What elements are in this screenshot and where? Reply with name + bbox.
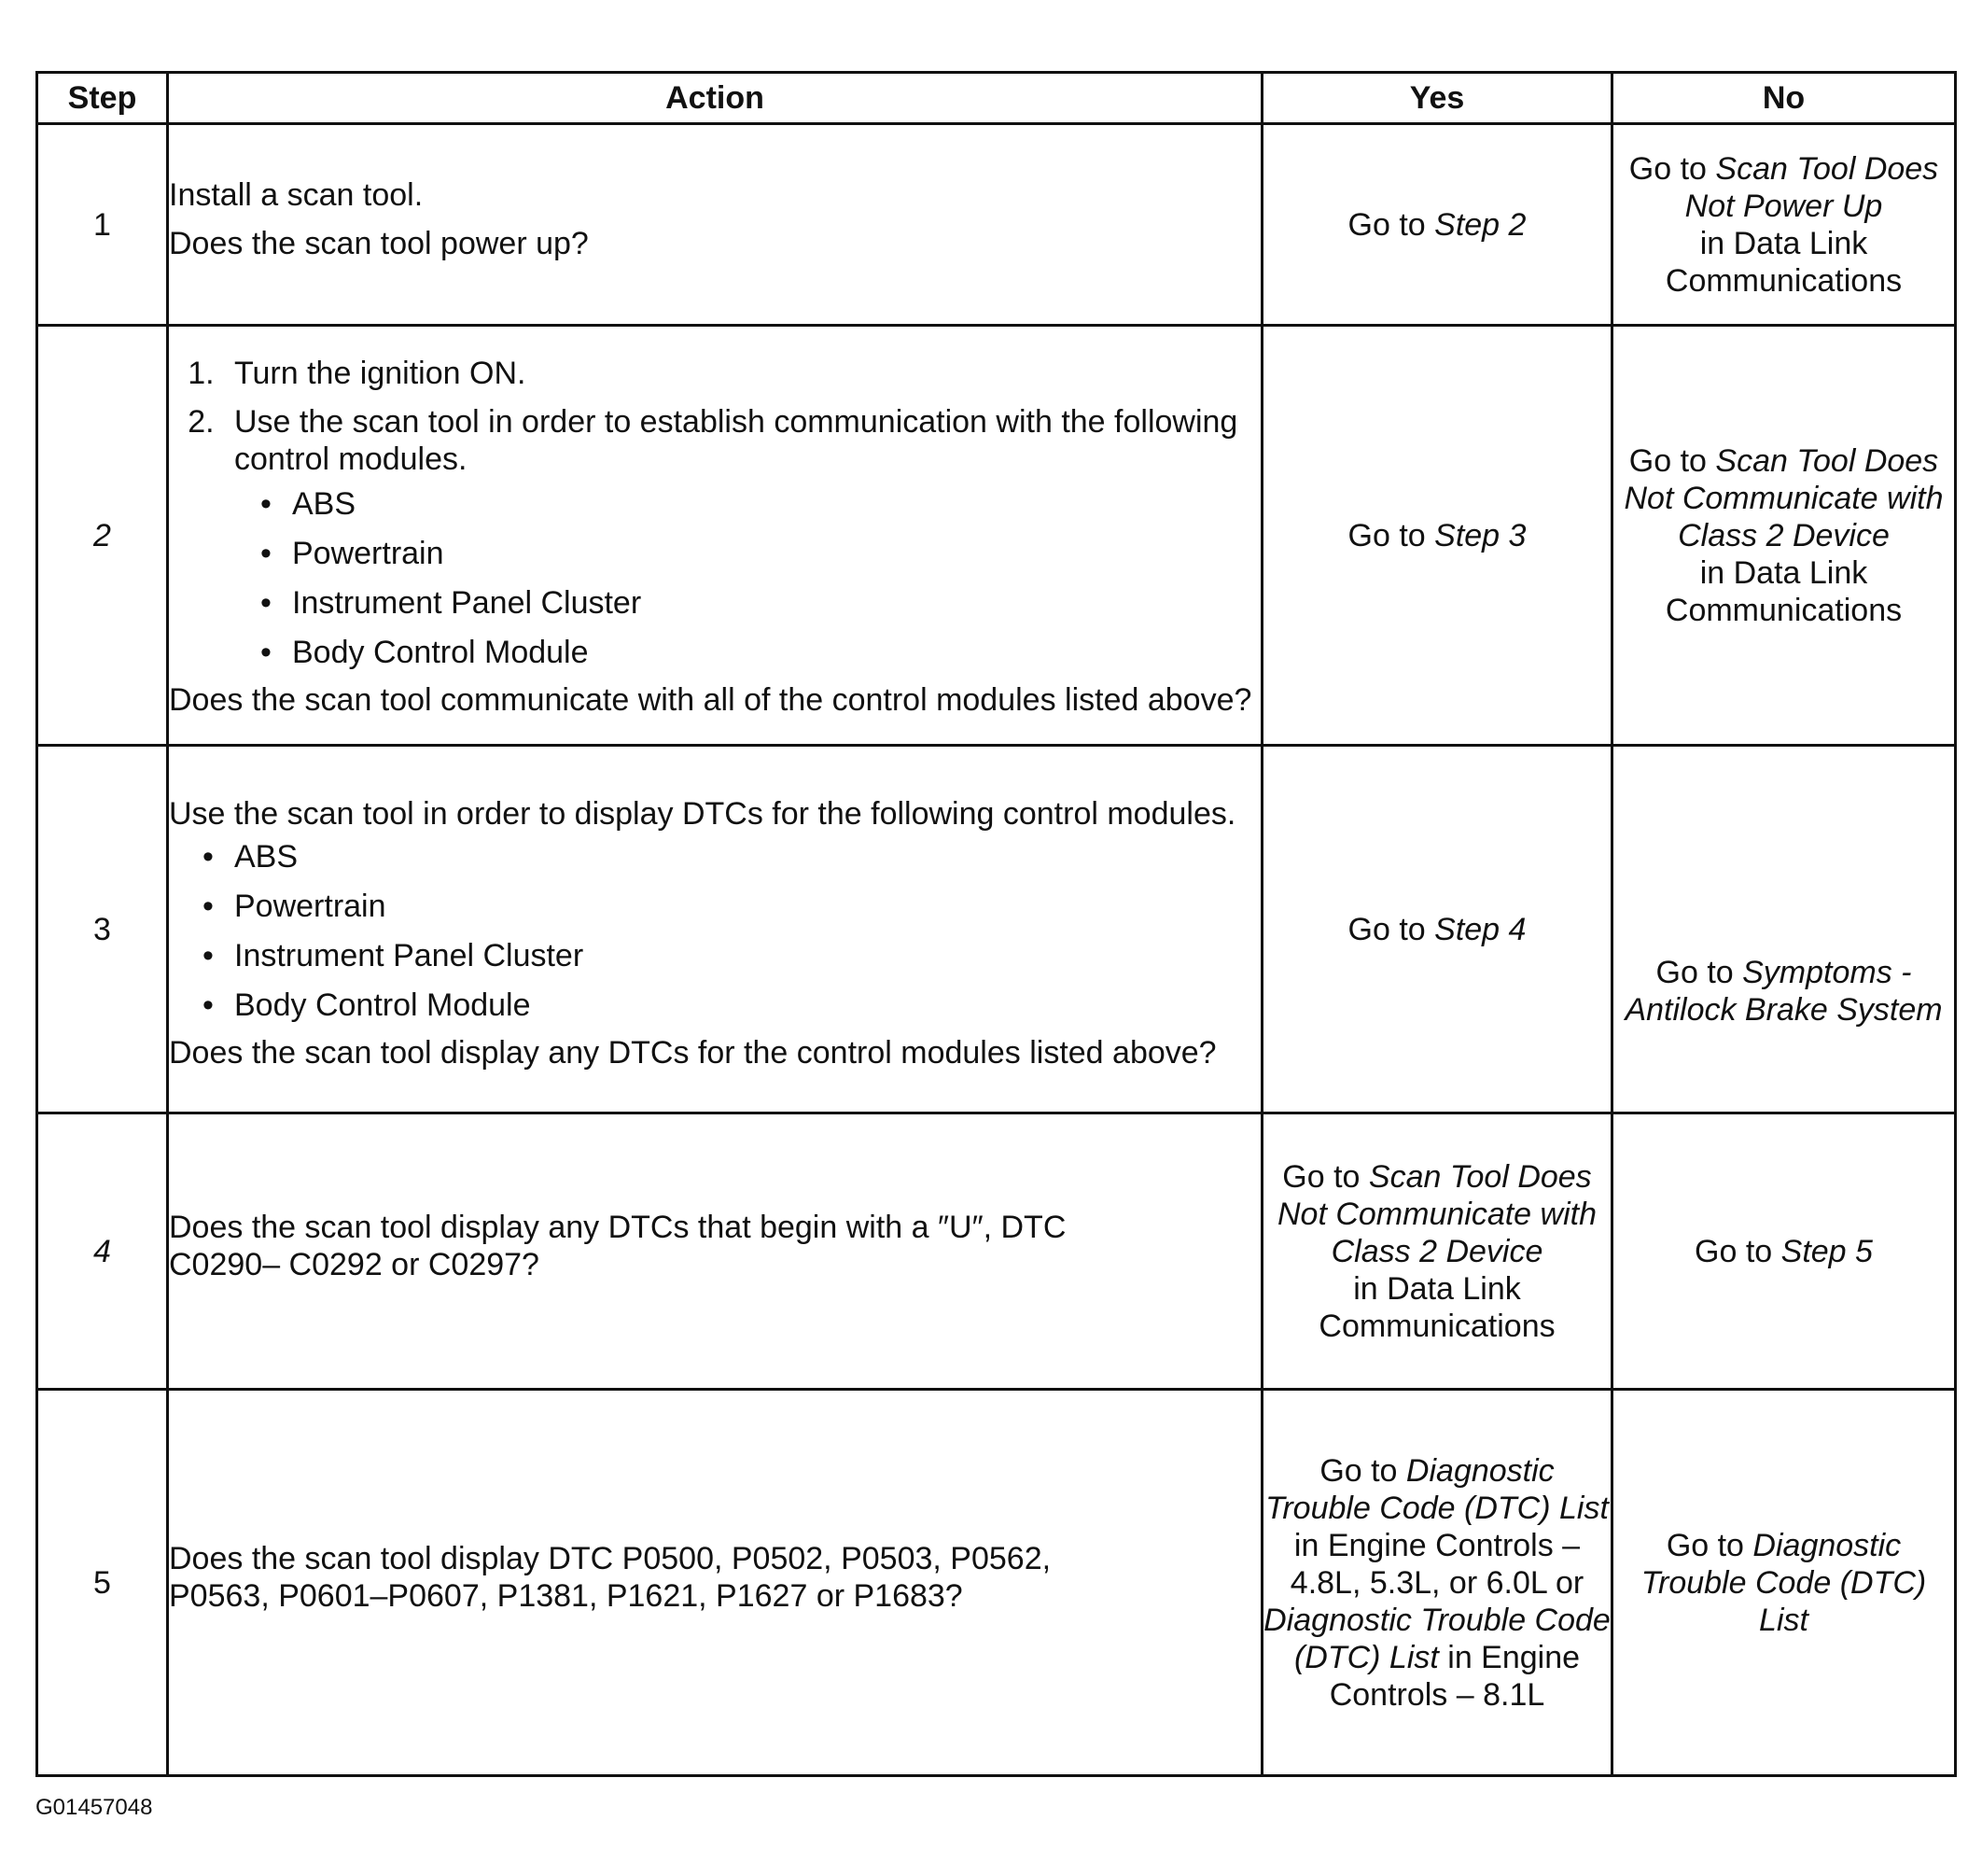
action-question: Does the scan tool display any DTCs for the control modules listed above? xyxy=(169,1034,1217,1071)
no-prefix: Go to xyxy=(1628,150,1716,187)
yes-cell xyxy=(1263,1390,1612,1776)
step-number: 1 xyxy=(37,124,168,326)
list-item: • Body Control Module xyxy=(234,987,1261,1024)
table-row xyxy=(37,124,1956,326)
yes-suffix: in Engine Controls – 8.1L xyxy=(1329,1639,1581,1713)
header-action: Action xyxy=(168,73,1263,124)
yes-link[interactable]: Step 3 xyxy=(1434,517,1527,553)
yes-prefix: Go to xyxy=(1347,517,1435,553)
module-list xyxy=(169,485,1261,671)
table-row xyxy=(37,1390,1956,1776)
action-instruction: Use the scan tool in order to display DTCs for the following control modules. xyxy=(169,795,1236,832)
yes-cell xyxy=(1263,326,1612,746)
diagnostic-table xyxy=(35,71,1957,1777)
action-question: Does the scan tool power up? xyxy=(169,225,589,261)
yes-suffix: in Data Link Communications xyxy=(1319,1270,1556,1344)
yes-cell xyxy=(1263,746,1612,1113)
step-number: 2 xyxy=(37,326,168,746)
yes-prefix: Go to xyxy=(1347,206,1435,243)
action-step-item: 1. Turn the ignition ON. xyxy=(223,355,1261,392)
action-cell xyxy=(168,326,1263,746)
list-item: • Powertrain xyxy=(234,888,1261,925)
yes-prefix: Go to xyxy=(1347,911,1435,947)
no-prefix: Go to xyxy=(1655,955,1743,990)
list-item: • Powertrain xyxy=(292,535,1261,572)
no-cell xyxy=(1612,746,1956,1113)
action-cell xyxy=(168,1390,1263,1776)
yes-prefix: Go to xyxy=(1319,1452,1406,1489)
step-number: 5 xyxy=(37,1390,168,1776)
action-cell xyxy=(168,124,1263,326)
no-link[interactable]: Scan Tool Does Not Communicate with Class 2 Device xyxy=(1624,442,1944,553)
no-suffix: in Data Link Communications xyxy=(1665,225,1903,299)
action-step-item: 2. Use the scan tool in order to establish communication with the following control modules. xyxy=(223,403,1261,478)
yes-link[interactable]: Scan Tool Does Not Communicate with Class 2 Device xyxy=(1277,1158,1597,1269)
table-row xyxy=(37,746,1956,1113)
list-item: • Instrument Panel Cluster xyxy=(234,937,1261,974)
no-prefix: Go to xyxy=(1628,442,1716,479)
no-link[interactable]: Diagnostic Trouble Code (DTC) List xyxy=(1640,1527,1927,1638)
step-number: 4 xyxy=(37,1113,168,1390)
action-instruction: Install a scan tool. xyxy=(169,176,424,213)
no-link[interactable]: Scan Tool Does Not Power Up xyxy=(1684,150,1939,224)
list-item: • Body Control Module xyxy=(292,634,1261,671)
step-number: 3 xyxy=(37,746,168,1113)
action-steps-list xyxy=(169,355,1261,478)
no-cell xyxy=(1612,326,1956,746)
yes-link-engine-48-60[interactable]: Diagnostic Trouble Code (DTC) List xyxy=(1265,1452,1609,1526)
action-question: Does the scan tool communicate with all of the control modules listed above? xyxy=(169,681,1252,718)
no-cell xyxy=(1612,124,1956,326)
list-item: • Instrument Panel Cluster xyxy=(292,584,1261,622)
no-prefix: Go to xyxy=(1695,1233,1781,1269)
action-question: Does the scan tool display any DTCs that begin with a ″U″, DTC C0290– C0292 or C0297? xyxy=(169,1209,1067,1282)
no-cell xyxy=(1612,1390,1956,1776)
list-item: • ABS xyxy=(292,485,1261,523)
yes-link-engine-81[interactable]: Diagnostic Trouble Code (DTC) List xyxy=(1263,1602,1611,1675)
table-header-row xyxy=(37,73,1956,124)
table-row xyxy=(37,1113,1956,1390)
header-no: No xyxy=(1612,73,1956,124)
module-list xyxy=(169,838,1261,1024)
header-yes: Yes xyxy=(1263,73,1612,124)
no-suffix: in Data Link Communications xyxy=(1665,554,1903,628)
yes-cell xyxy=(1263,1113,1612,1390)
yes-prefix: Go to xyxy=(1282,1158,1369,1195)
header-step: Step xyxy=(37,73,168,124)
yes-link[interactable]: Step 4 xyxy=(1434,911,1527,947)
yes-cell xyxy=(1263,124,1612,326)
table-row xyxy=(37,326,1956,746)
action-cell xyxy=(168,746,1263,1113)
no-link[interactable]: Symptoms - Antilock Brake System xyxy=(1625,955,1943,1028)
no-cell xyxy=(1612,1113,1956,1390)
no-prefix: Go to xyxy=(1666,1527,1753,1563)
list-item: • ABS xyxy=(234,838,1261,875)
action-question: Does the scan tool display DTC P0500, P0502, P0503, P0562, P0563, P0601–P0607, P1381, P1621, P1627 or P1683? xyxy=(169,1540,1052,1614)
action-cell xyxy=(168,1113,1263,1390)
no-link[interactable]: Step 5 xyxy=(1780,1233,1873,1269)
yes-mid: in Engine Controls – 4.8L, 5.3L, or 6.0L or xyxy=(1290,1527,1584,1601)
figure-code: G01457048 xyxy=(35,1795,153,1820)
yes-link[interactable]: Step 2 xyxy=(1434,206,1527,243)
